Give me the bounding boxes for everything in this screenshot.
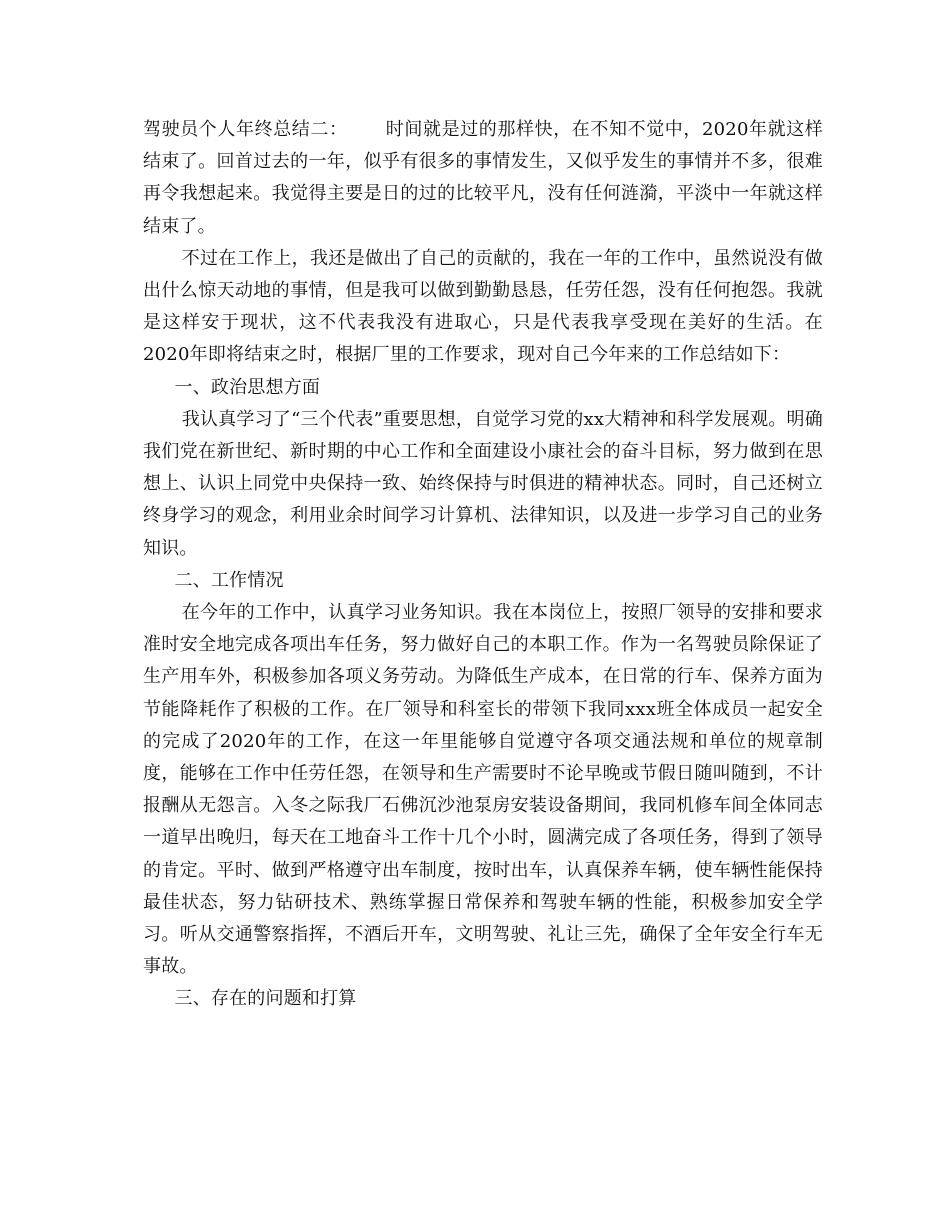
intro-label: 驾驶员个人年终总结二： — [143, 119, 348, 140]
section-heading-politics: 一、政治思想方面 — [174, 376, 321, 398]
section-politics-paragraph: 我认真学习了“三个代表”重要思想，自觉学习党的xx大精神和科学发展观。明确我们党在新世纪、新时期的中心工作和全面建设小康社会的奋斗目标，努力做到在思想上、认识上同党中央保持一致、始终保持与时俱进的精神状态。同时，自己还树立终身学习的观念，利用业余时间学习计算机、法律知识，以及进一步学习自己的业务知识。 — [143, 408, 823, 559]
section-heading-work: 二、工作情况 — [174, 569, 284, 591]
section-work-paragraph: 在今年的工作中，认真学习业务知识。我在本岗位上，按照厂领导的安排和要求准时安全地完成各项出车任务，努力做好自己的本职工作。作为一名驾驶员除保证了生产用车外，积极参加各项义务劳动。为降低生产成本，在日常的行车、保养方面为节能降耗作了积极的工作。在厂领导和科室长的带领下我同xxx班全体成员一起安全的完成了2020年的工作，在这一年里能够自觉遵守各项交通法规和单位的规章制度，能够在工作中任劳任怨，在领导和生产需要时不论早晚或节假日随叫随到，不计报酬从无怨言。入冬之际我厂石佛沉沙池泵房安装设备期间，我同机修车间全体同志一道早出晚归，每天在工地奋斗工作十几个小时，圆满完成了各项任务，得到了领导的肯定。平时、做到严格遵守出车制度，按时出车，认真保养车辆，使车辆性能保持最佳状态，努力钻研技术、熟练掌握日常保养和驾驶车辆的性能，积极参加安全学习。听从交通警察指挥，不酒后开车，文明驾驶、礼让三先，确保了全年安全行车无事故。 — [143, 602, 823, 978]
contribution-paragraph: 不过在工作上，我还是做出了自己的贡献的，我在一年的工作中，虽然说没有做出什么惊天动地的事情，但是我可以做到勤勤恳恳，任劳任怨，没有任何抱怨。我就是这样安于现状，这不代表我没有进取心，只是代表我享受现在美好的生活。在2020年即将结束之时，根据厂里的工作要求，现对自己今年来的工作总结如下： — [143, 247, 823, 366]
section-heading-problems: 三、存在的问题和打算 — [174, 988, 357, 1010]
document-body — [143, 114, 823, 1016]
intro-paragraph — [143, 114, 823, 243]
intro-text: 时间就是过的那样快，在不知不觉中，2020年就这样结束了。回首过去的一年，似乎有很多的事情发生，又似乎发生的事情并不多，很难再令我想起来。我觉得主要是日的过的比较平凡，没有任何涟漪，平淡中一年就这样结束了。 — [143, 119, 824, 237]
